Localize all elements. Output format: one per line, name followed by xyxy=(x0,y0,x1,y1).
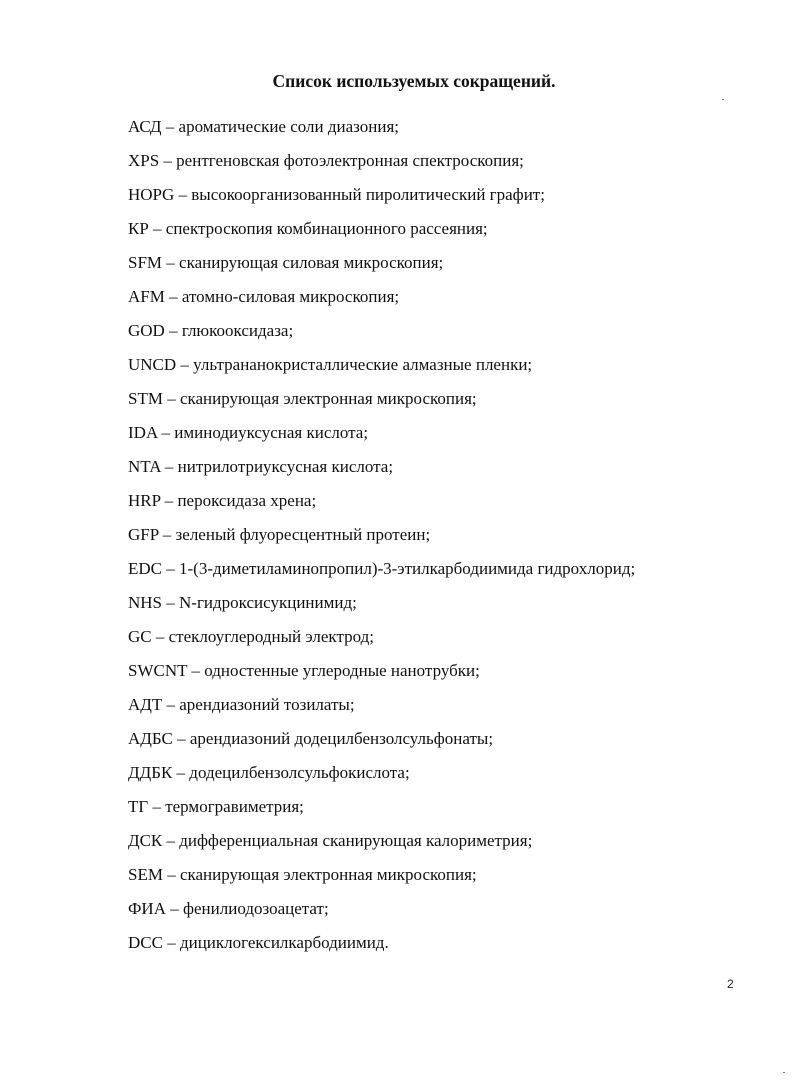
abbreviation-item: GOD – глюкооксидаза; xyxy=(128,321,294,340)
abbreviation-item: STM – сканирующая электронная микроскопия; xyxy=(128,389,477,408)
page-number: 2 xyxy=(727,977,734,991)
abbreviation-item: ФИА – фенилиодозоацетат; xyxy=(128,899,329,918)
abbreviation-item: КР – спектроскопия комбинационного рассеяния; xyxy=(128,219,488,238)
abbreviation-item: ДСК – дифференциальная сканирующая калориметрия; xyxy=(128,831,533,850)
abbreviation-list xyxy=(128,110,635,960)
abbreviation-item: HRP – пероксидаза хрена; xyxy=(128,491,317,510)
page-title: Список используемых сокращений. xyxy=(272,71,556,91)
abbreviation-item: SWCNT – одностенные углеродные нанотрубки; xyxy=(128,661,480,680)
abbreviation-item: SFM – сканирующая силовая микроскопия; xyxy=(128,253,444,272)
abbreviation-item: NHS – N-гидроксисукцинимид; xyxy=(128,593,357,612)
scan-speck xyxy=(722,99,724,100)
abbreviation-item: UNCD – ультрананокристаллические алмазные пленки; xyxy=(128,355,533,374)
scan-speck xyxy=(783,1072,785,1073)
abbreviation-item: АСД – ароматические соли диазония; xyxy=(128,117,400,136)
abbreviation-item: GFP – зеленый флуоресцентный протеин; xyxy=(128,525,431,544)
abbreviation-item: NTA – нитрилотриуксусная кислота; xyxy=(128,457,394,476)
abbreviation-item: ТГ – термогравиметрия; xyxy=(128,797,304,816)
abbreviation-item: АДТ – арендиазоний тозилаты; xyxy=(128,695,355,714)
abbreviation-item: GC – стеклоуглеродный электрод; xyxy=(128,627,374,646)
abbreviation-item: HOPG – высокоорганизованный пиролитический графит; xyxy=(128,185,545,204)
abbreviation-item: DCC – дициклогексилкарбодиимид. xyxy=(128,933,389,952)
abbreviation-item: IDA – иминодиуксусная кислота; xyxy=(128,423,369,442)
abbreviation-item: SEM – сканирующая электронная микроскопия; xyxy=(128,865,477,884)
abbreviation-item: EDC – 1-(3-диметиламинопропил)-3-этилкарбодиимида гидрохлорид; xyxy=(128,559,636,578)
abbreviation-item: AFM – атомно-силовая микроскопия; xyxy=(128,287,400,306)
abbreviation-item: ДДБК – додецилбензолсульфокислота; xyxy=(128,763,410,782)
abbreviation-item: XPS – рентгеновская фотоэлектронная спектроскопия; xyxy=(128,151,524,170)
abbreviation-item: АДБС – арендиазоний додецилбензолсульфонаты; xyxy=(128,729,494,748)
